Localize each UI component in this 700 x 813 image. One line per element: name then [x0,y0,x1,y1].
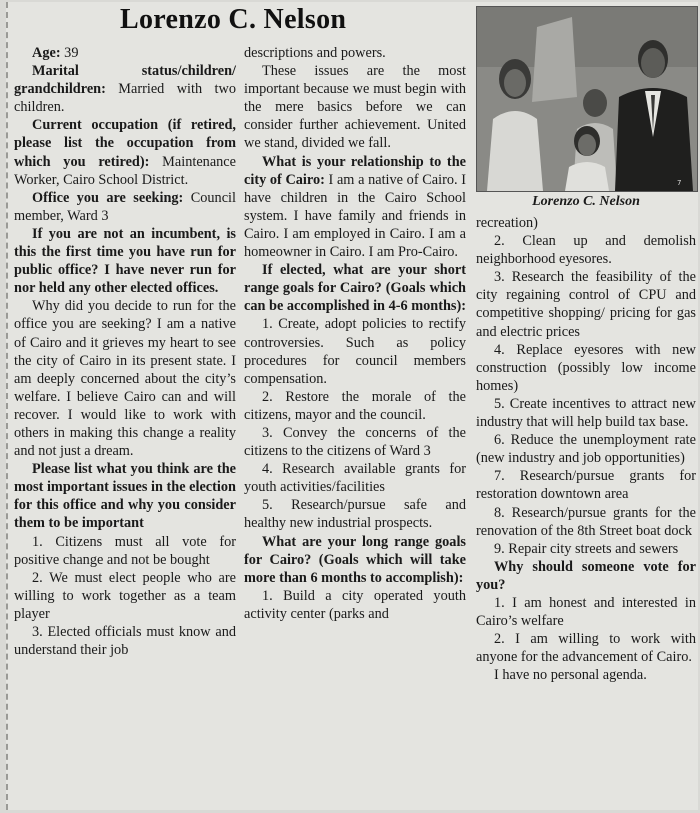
paragraph [244,315,466,387]
answer-text: I am a native of Cairo. I have children in the Cairo School system. I have family and friends in Cairo. I am employed in Cairo. I am a homeowner in Cairo. I am Pro-Cairo. [244,171,466,261]
answer-text: 39 [60,45,79,61]
answer-text: 1. Create, adopt policies to rectify controversies. Such as policy procedures for council members compensation. [244,316,466,387]
paragraph [14,569,236,623]
paragraph [476,630,696,666]
question-label: If elected, what are your short range goals for Cairo? (Goals which can be accomplished in 4-6 months): [244,262,467,315]
answer-text: 3. Research the feasibility of the city regaining control of CPU and competitive shopping/ pricing for gas and electric prices [476,269,696,340]
paragraph [244,153,466,262]
paragraph [476,504,696,540]
column-1 [14,44,236,659]
answer-text: These issues are the most important because we must begin with the mere basics before we can consider further achievement. United we stand, divided we fall. [244,63,466,152]
answer-text: 2. Clean up and demolish neighborhood eyesores. [476,233,696,268]
question-label: Current occupation (if retired, please list the occupation from which you retired): [14,117,236,170]
answer-text: 4. Research available grants for youth activities/facilities [244,461,466,496]
paragraph [14,533,236,569]
answer-text: 5. Create incentives to attract new industry that will help build tax base. [476,395,696,431]
answer-text: 2. I am willing to work with anyone for the advancement of Cairo. [476,631,696,666]
answer-text: 2. We must elect people who are willing to work together as a team player [14,569,236,622]
paragraph [14,225,236,297]
answer-text: 9. Repair city streets and sewers [494,540,679,557]
paragraph [14,297,236,460]
answer-text: Council member, Ward 3 [14,189,236,224]
paragraph [244,424,466,460]
candidate-name-headline: Lorenzo C. Nelson [120,4,347,35]
paragraph [244,62,466,152]
photo-caption: Lorenzo C. Nelson [532,194,640,209]
question-label: If you are not an incumbent, is this the first time you have run for public office? I have never run for nor held any other elected offices. [14,225,236,297]
paragraph [476,467,696,503]
answer-text: 6. Reduce the unemployment rate (new industry and job opportunities) [476,432,696,467]
paragraph [244,388,466,424]
paragraph [476,395,696,431]
paragraph [476,341,696,395]
column-2 [244,44,466,623]
paragraph [14,460,236,532]
svg-text:7: 7 [677,179,682,187]
question-label: Office you are seeking: [32,189,184,206]
answer-text: 7. Research/pursue grants for restoration downtown area [476,468,696,503]
candidate-family-photo [476,6,698,192]
column-3 [476,214,696,684]
answer-text: Married with two children. [14,81,236,116]
paragraph [244,496,466,532]
question-label: Marital status/children/ grandchildren: [14,63,236,98]
answer-text: 3. Convey the concerns of the citizens to the citizens of Ward 3 [244,424,466,460]
paragraph [476,232,696,268]
answer-text: 1. Build a city operated youth activity center (parks and [244,587,466,622]
paragraph [476,558,696,594]
paragraph [476,540,696,558]
paragraph [476,268,696,340]
answer-text: Why did you decide to run for the office you are seeking? I am a native of Cairo and it grieves my heart to see the city of Cairo in its present state. I am deeply concerned about the city’s welfare. I believe Cairo can and will recover. I would like to work with others in making this change a reality and not just a dream. [14,298,236,460]
question-label: Please list what you think are the most important issues in the election for this office and why you consider them to be important [14,461,236,532]
photo-illustration [477,7,697,191]
paragraph [14,62,236,116]
question-label: Why should someone vote for you? [476,558,696,593]
answer-text: 1. Citizens must all vote for positive change and not be bought [14,533,236,568]
paragraph [244,261,466,315]
answer-text: 8. Research/pursue grants for the renovation of the 8th Street boat dock [476,504,696,539]
answer-text: 5. Research/pursue safe and healthy new industrial prospects. [244,497,466,532]
paragraph [476,594,696,630]
answer-text: 3. Elected officials must know and understand their job [14,624,236,659]
question-label: What is your relationship to the city of Cairo: [244,153,466,188]
paragraph [244,44,466,62]
answer-text: I have no personal agenda. [494,667,647,684]
paragraph [14,623,236,659]
paragraph [244,587,466,623]
question-label: What are your long range goals for Cairo? (Goals which will take more than 6 months to accomplish): [244,533,466,586]
paragraph [14,189,236,225]
question-label: Age: [32,45,61,61]
answer-text: descriptions and powers. [244,45,386,61]
answer-text: Maintenance Worker, Cairo School District. [14,153,237,188]
paragraph [476,666,696,684]
answer-text: 2. Restore the morale of the citizens, mayor and the council. [244,388,466,423]
paragraph [244,460,466,496]
answer-text: 1. I am honest and interested in Cairo’s welfare [476,594,696,630]
paragraph [14,44,236,62]
answer-text: 4. Replace eyesores with new construction (possibly low income homes) [476,341,696,394]
paragraph [476,214,696,232]
paragraph [14,116,236,188]
paragraph [476,431,696,467]
answer-text: recreation) [476,215,538,231]
paragraph [244,533,466,587]
